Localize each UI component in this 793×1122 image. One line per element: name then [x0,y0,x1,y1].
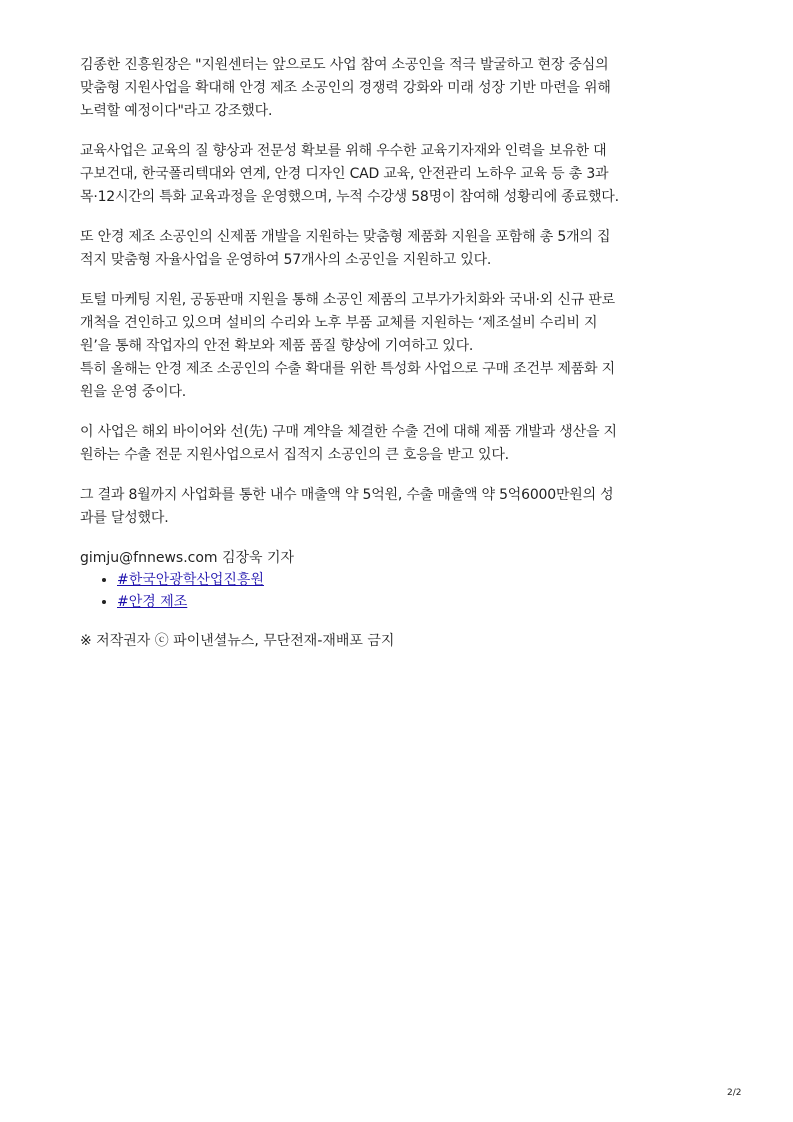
paragraph-line: 개척을 견인하고 있으며 설비의 수리와 노후 부품 교체를 지원하는 ‘제조설비 수리비 지 [80,315,598,331]
article-paragraph [80,226,720,272]
paragraph-line: 과를 달성했다. [80,510,169,526]
byline: gimju@fnnews.com 김장욱 기자 [80,550,295,566]
paragraph-line: 원하는 수출 전문 지원사업으로서 집적지 소공인의 큰 호응을 받고 있다. [80,447,509,463]
paragraph-line: 교육사업은 교육의 질 향상과 전문성 확보를 위해 우수한 교육기자재와 인력을 보유한 대 [80,143,607,159]
paragraph-line: 토털 마케팅 지원, 공동판매 지원을 통해 소공인 제품의 고부가가치화와 국내·외 신규 판로 [80,292,615,308]
tag-item [117,591,720,613]
article-paragraph [80,484,720,530]
tag-link[interactable]: #한국안광학산업진흥원 [117,572,264,588]
article-paragraph [80,421,720,467]
paragraph-line: 노력할 예정이다"라고 강조했다. [80,103,273,119]
copyright-notice: ※ 저작권자 ⓒ 파이낸셜뉴스, 무단전재-재배포 금지 [80,633,395,649]
paragraph-line: 김종한 진흥원장은 "지원센터는 앞으로도 사업 참여 소공인을 적극 발굴하고 현장 중심의 [80,57,609,73]
paragraph-line: 특히 올해는 안경 제조 소공인의 수출 확대를 위한 특성화 사업으로 구매 조건부 제품화 지 [80,361,615,377]
page-number: 2/2 [727,1088,742,1098]
article-paragraph [80,54,720,123]
article-body [80,54,720,652]
paragraph-line: 그 결과 8월까지 사업화를 통한 내수 매출액 약 5억원, 수출 매출액 약 5억6000만원의 성 [80,487,614,503]
tag-list [80,569,720,613]
paragraph-line: 또 안경 제조 소공인의 신제품 개발을 지원하는 맞춤형 제품화 지원을 포함해 총 5개의 집 [80,229,611,245]
paragraph-line: 원을 운영 중이다. [80,384,187,400]
paragraph-line: 목·12시간의 특화 교육과정을 운영했으며, 누적 수강생 58명이 참여해 성황리에 종료했다. [80,189,619,205]
paragraph-line: 이 사업은 해외 바이어와 선(先) 구매 계약을 체결한 수출 건에 대해 제품 개발과 생산을 지 [80,424,617,440]
article-paragraph [80,289,720,404]
paragraph-line: 맞춤형 지원사업을 확대해 안경 제조 소공인의 경쟁력 강화와 미래 성장 기반 마련을 위해 [80,80,611,96]
article-paragraph [80,140,720,209]
tag-link[interactable]: #안경 제조 [117,594,188,610]
paragraph-line: 원’을 통해 작업자의 안전 확보와 제품 품질 향상에 기여하고 있다. [80,338,474,354]
tag-item [117,569,720,591]
paragraph-line: 적지 맞춤형 자율사업을 운영하여 57개사의 소공인을 지원하고 있다. [80,252,492,268]
paragraph-line: 구보건대, 한국폴리텍대와 연계, 안경 디자인 CAD 교육, 안전관리 노하우 교육 등 총 3과 [80,166,609,182]
